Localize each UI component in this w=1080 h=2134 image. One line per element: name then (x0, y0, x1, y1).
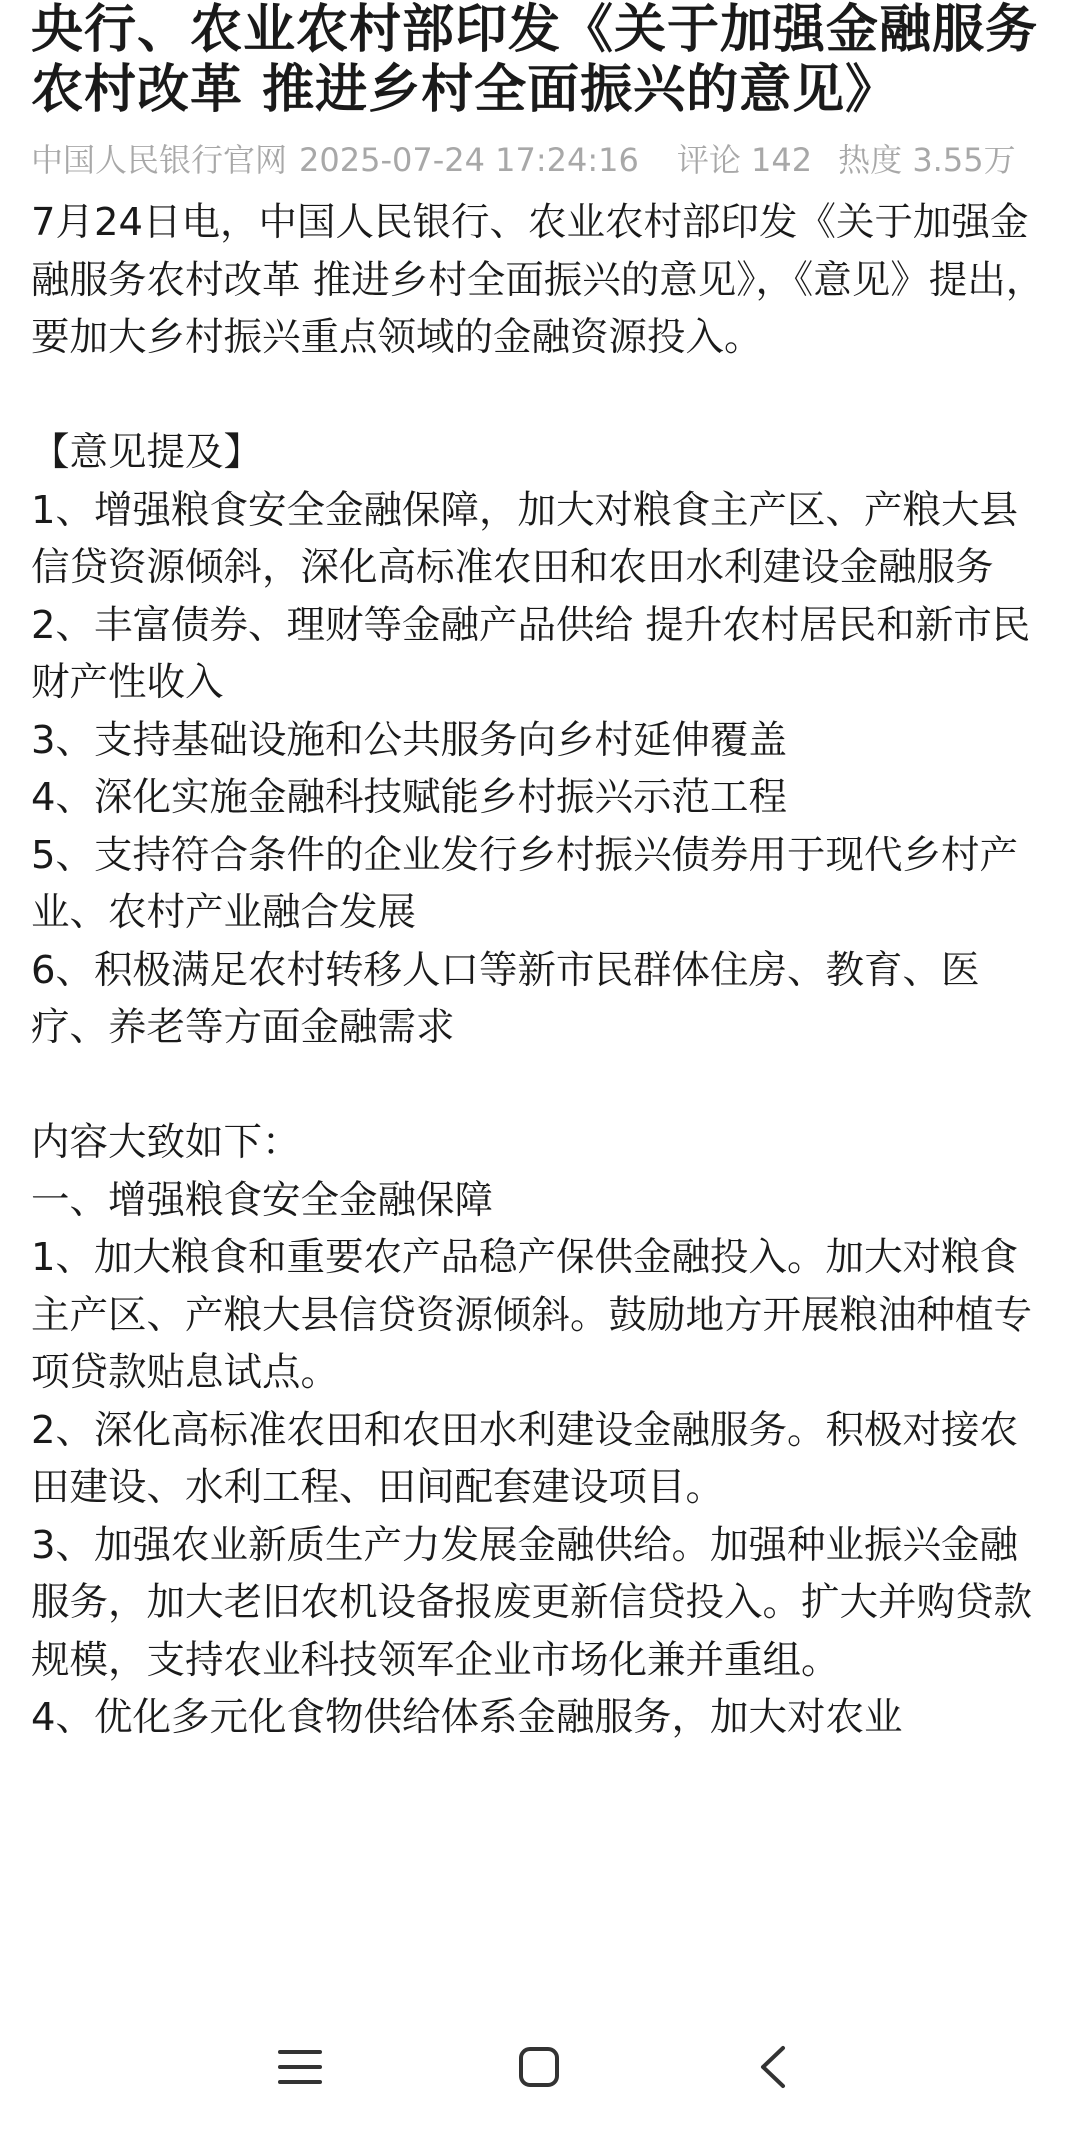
system-navigation-bar (0, 2000, 1080, 2134)
menu-icon (278, 2047, 322, 2087)
blank-line (31, 367, 1056, 425)
paragraph: 4、深化实施金融科技赋能乡村振兴示范工程 (31, 775, 787, 820)
section-heading: 一、增强粮食安全金融保障 (31, 1177, 494, 1223)
paragraph: 2、丰富债券、理财等金融产品供给 提升农村居民和新市民财产性收入 (31, 602, 1031, 705)
paragraph: 1、增强粮食安全金融保障，加大对粮食主产区、产粮大县信贷资源倾斜，深化高标准农田和农田水利建设金融服务 (31, 487, 1018, 590)
content-fade (0, 1960, 1080, 2000)
blank-line (31, 1057, 1056, 1115)
paragraph: 【意见提及】 (31, 430, 263, 475)
paragraph: 2、深化高标准农田和农田水利建设金融服务。积极对接农田建设、水利工程、田间配套建设项目。 (31, 1407, 1018, 1510)
paragraph: 5、支持符合条件的企业发行乡村振兴债券用于现代乡村产业、农村产业融合发展 (31, 832, 1018, 935)
back-chevron-icon (757, 2044, 789, 2090)
paragraph: 3、加强农业新质生产力发展金融供给。加强种业振兴金融服务，加大老旧农机设备报废更新信贷投入。扩大并购贷款规模，支持农业科技领军企业市场化兼并重组。 (31, 1522, 1033, 1683)
article-source[interactable]: 中国人民银行官网 (31, 141, 288, 179)
heat-count: 热度 3.55万 (838, 141, 1016, 179)
article-datetime: 2025-07-24 17:24:16 (299, 141, 639, 179)
paragraph: 内容大致如下： (31, 1120, 301, 1165)
back-button[interactable] (733, 2030, 813, 2104)
comment-count[interactable]: 评论 142 (676, 141, 813, 179)
article-title: 央行、农业农村部印发《关于加强金融服务农村改革 推进乡村全面振兴的意见》 (31, 0, 1039, 120)
recent-apps-button[interactable] (260, 2030, 340, 2104)
paragraph: 6、积极满足农村转移人口等新市民群体住房、教育、医疗、养老等方面金融需求 (31, 947, 980, 1050)
paragraph: 1、加大粮食和重要农产品稳产保供金融投入。加大对粮食主产区、产粮大县信贷资源倾斜。鼓励地方开展粮油种植专项贷款贴息试点。 (31, 1235, 1033, 1395)
home-square-icon (517, 2045, 561, 2089)
article-meta (31, 140, 1056, 180)
paragraph: 3、支持基础设施和公共服务向乡村延伸覆盖 (31, 717, 787, 763)
paragraph: 4、优化多元化食物供给体系金融服务，加大对农业 (31, 1695, 903, 1740)
article-container (31, 0, 1056, 2000)
article-body (31, 194, 1056, 1747)
home-button[interactable] (499, 2030, 579, 2104)
paragraph: 7月24日电，中国人民银行、农业农村部印发《关于加强金融服务农村改革 推进乡村全面振兴的意见》，《意见》提出，要加大乡村振兴重点领域的金融资源投入。 (31, 200, 1045, 360)
